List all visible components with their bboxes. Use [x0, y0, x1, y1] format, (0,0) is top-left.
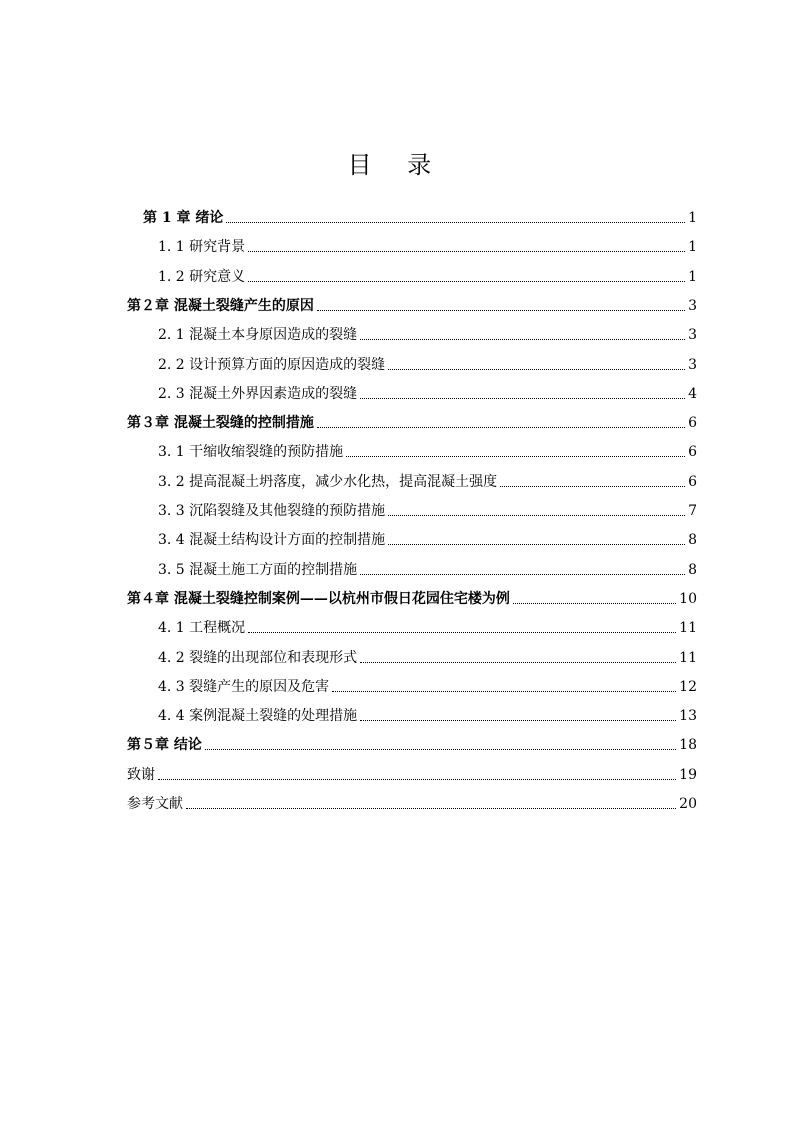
- toc-entry-page: 3: [688, 297, 697, 314]
- toc-entry-page: 12: [679, 678, 697, 695]
- toc-entry[interactable]: [127, 290, 697, 314]
- page-title: 目 录: [347, 151, 446, 179]
- toc-entry[interactable]: [158, 554, 697, 578]
- toc-leader-dots: [317, 310, 685, 311]
- toc-leader-dots: [360, 574, 685, 575]
- toc-entry-page: 8: [688, 532, 697, 549]
- toc-leader-dots: [317, 427, 685, 428]
- toc-entry-label: 2. 2 设计预算方面的原因造成的裂缝: [158, 356, 386, 373]
- toc-entry-label: 第４章 混凝土裂缝控制案例——以杭州市假日花园住宅楼为例: [127, 590, 510, 607]
- toc-leader-dots: [388, 515, 685, 516]
- toc-entry-page: 11: [679, 620, 697, 637]
- toc-leader-dots: [248, 632, 676, 633]
- toc-leader-dots: [332, 691, 676, 692]
- toc-entry-label: 3. 5 混凝土施工方面的控制措施: [158, 561, 358, 578]
- toc-entry-label: 4. 2 裂缝的出现部位和表现形式: [158, 649, 358, 666]
- toc-entry[interactable]: [158, 700, 697, 724]
- toc-entry-label: 第５章 结论: [127, 737, 202, 754]
- toc-entry-page: 4: [688, 385, 697, 402]
- toc-entry[interactable]: [127, 788, 697, 812]
- toc-entry-label: 3. 4 混凝土结构设计方面的控制措施: [158, 532, 386, 549]
- toc-leader-dots: [388, 369, 685, 370]
- toc-entry-label: 1. 1 研究背景: [158, 239, 246, 256]
- toc-entry-label: 1. 2 研究意义: [158, 268, 246, 285]
- toc-entry-label: 4. 1 工程概况: [158, 620, 246, 637]
- toc-entry[interactable]: [158, 349, 697, 373]
- toc-entry[interactable]: [158, 524, 697, 548]
- toc-entry-page: 11: [679, 649, 697, 666]
- toc-entry-label: 4. 4 案例混凝土裂缝的处理措施: [158, 708, 358, 725]
- toc-leader-dots: [248, 281, 685, 282]
- toc-leader-dots: [360, 339, 685, 340]
- toc-leader-dots: [205, 749, 676, 750]
- toc-entry[interactable]: [143, 202, 697, 226]
- toc-leader-dots: [388, 544, 685, 545]
- toc-entry-label: 3. 3 沉陷裂缝及其他裂缝的预防措施: [158, 503, 386, 519]
- toc-entry-page: 18: [679, 737, 697, 754]
- toc-leader-dots: [360, 662, 676, 663]
- toc-leader-dots: [360, 398, 685, 399]
- toc-entry-page: 6: [688, 444, 697, 461]
- toc-entry-page: 1: [688, 268, 697, 285]
- toc-entry-label: 4. 3 裂缝产生的原因及危害: [158, 678, 330, 695]
- toc-entry-page: 3: [688, 356, 697, 373]
- toc-leader-dots: [186, 808, 676, 809]
- toc-leader-dots: [226, 222, 685, 223]
- toc-leader-dots: [158, 779, 676, 780]
- toc-entry[interactable]: [158, 671, 697, 695]
- toc-entry[interactable]: [158, 642, 697, 666]
- toc-entry-page: 13: [679, 708, 697, 725]
- toc-entry-page: 6: [688, 473, 697, 490]
- toc-entry[interactable]: [127, 583, 697, 607]
- toc-entry[interactable]: [158, 319, 697, 343]
- toc-leader-dots: [513, 603, 676, 604]
- toc-entry[interactable]: [158, 436, 697, 460]
- toc-entry-page: 1: [688, 239, 697, 256]
- toc-leader-dots: [360, 720, 676, 721]
- toc-entry[interactable]: [158, 612, 697, 636]
- toc-entry[interactable]: [127, 729, 697, 753]
- toc-entry[interactable]: [158, 378, 697, 402]
- toc-entry-page: 7: [688, 503, 697, 519]
- toc-leader-dots: [500, 486, 685, 487]
- toc-entry-page: 8: [688, 561, 697, 578]
- toc-entry-page: 3: [688, 327, 697, 344]
- toc-entry-label: 致谢: [127, 766, 155, 783]
- toc-entry-page: 19: [679, 766, 697, 783]
- toc-entry[interactable]: [158, 261, 697, 285]
- toc-entry-label: 3. 1 干缩收缩裂缝的预防措施: [158, 444, 344, 461]
- toc-entry-label: 第２章 混凝土裂缝产生的原因: [127, 297, 314, 314]
- toc-entry-page: 20: [679, 796, 697, 812]
- toc-leader-dots: [248, 251, 685, 252]
- toc-leader-dots: [346, 456, 685, 457]
- toc-entry[interactable]: [158, 231, 697, 255]
- toc-entry-label: 2. 1 混凝土本身原因造成的裂缝: [158, 327, 358, 344]
- toc-entry-page: 1: [688, 210, 697, 226]
- toc-entry-label: 3. 2 提高混凝土坍落度，减少水化热，提高混凝土强度: [158, 473, 498, 490]
- toc-entry-label: 参考文献: [127, 796, 183, 812]
- toc-entry-label: 第 1 章 绪论: [143, 210, 224, 226]
- toc-entry[interactable]: [158, 466, 697, 490]
- toc-entry[interactable]: [158, 495, 697, 519]
- toc-entry-label: 2. 3 混凝土外界因素造成的裂缝: [158, 385, 358, 402]
- toc-entry[interactable]: [127, 407, 697, 431]
- toc-entry-label: 第３章 混凝土裂缝的控制措施: [127, 415, 314, 432]
- toc-entry[interactable]: [127, 759, 697, 783]
- toc-entry-page: 10: [679, 590, 697, 607]
- toc-entry-page: 6: [688, 415, 697, 432]
